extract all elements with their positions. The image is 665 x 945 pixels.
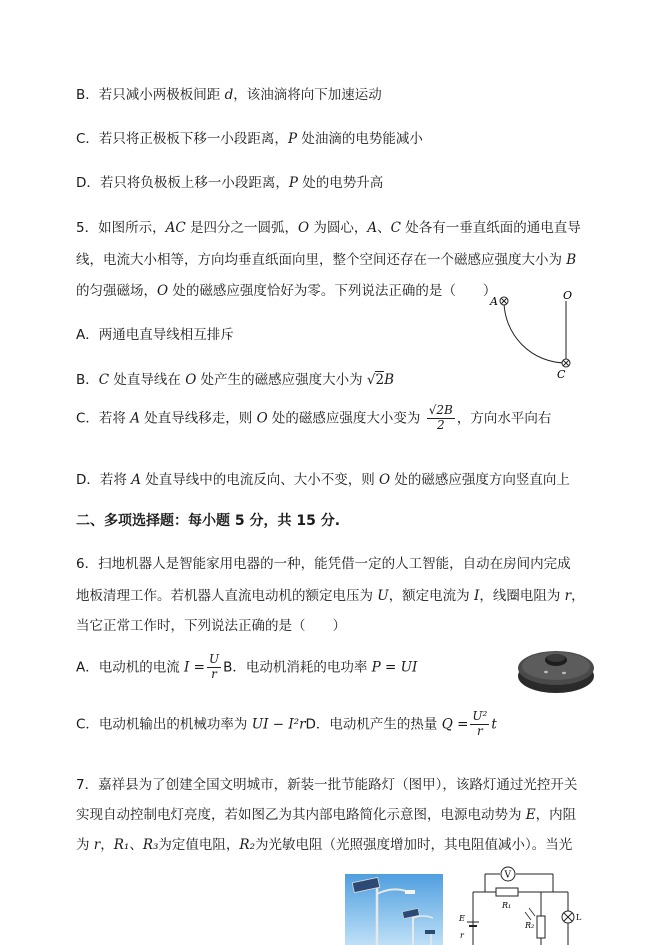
r1-label: R₁ <box>502 901 512 910</box>
r2-label: R₂ <box>525 921 535 930</box>
q5-arc-figure <box>488 288 583 380</box>
fraction-u2-over-r: $\frac{\text{U²}}{r}$ <box>472 709 488 738</box>
fig-label-o: O <box>563 289 573 302</box>
q6-options-ab: A．电动机的电流 I = $\frac{U}{r}$ B．电动机消耗的电功率 P = UI <box>76 652 418 681</box>
voltmeter-label: V <box>504 870 511 881</box>
q5-stem-line-1: 5．如图所示，AC 是四分之一圆弧，O 为圆心，A、C 处各有一垂直纸面的通电直导 <box>76 220 581 236</box>
lamp-label: L <box>576 913 582 922</box>
q6-stem-line-3: 当它正常工作时，下列说法正确的是（ ） <box>76 618 346 634</box>
q6-stem-line-2: 地板清理工作。若机器人直流电动机的额定电压为 U，额定电流为 I，线圈电阻为 r， <box>76 588 585 604</box>
q5-option-b: B．C 处直导线在 O 处产生的磁感应强度大小为 √2B <box>76 372 394 388</box>
section-2-heading: 二、多项选择题：每小题 5 分，共 15 分. <box>76 513 341 529</box>
fig-label-c: C <box>557 368 566 380</box>
q7-stem-line-3: 为 r，R₁、R₃为定值电阻，R₂为光敏电阻（光照强度增加时，其电阻值减小）。当光 <box>76 837 573 853</box>
q5-option-c: C．若将 A 处直导线移走，则 O 处的磁感应强度大小变为 $\frac{√2B}{2}$ ，方向水平向右 <box>76 403 552 432</box>
q7-stem-line-1: 7．嘉祥县为了创建全国文明城市，新装一批节能路灯（图甲），该路灯通过光控开关 <box>76 777 578 793</box>
q5-option-d: D．若将 A 处直导线中的电流反向、大小不变，则 O 处的磁感应强度方向竖直向上 <box>76 472 570 488</box>
q4-option-d: D．若只将负极板上移一小段距离，P 处的电势升高 <box>76 175 384 191</box>
emf-label: E <box>459 914 465 923</box>
q6-options-cd: C．电动机输出的机械功率为 UI − I²rD．电动机产生的热量 Q = $\frac{\text{U²}}{r}$ t <box>76 709 497 738</box>
q5-stem-line-3: 的匀强磁场，O 处的磁感应强度恰好为零。下列说法正确的是（ ） <box>76 283 497 299</box>
fig-label-a: A <box>490 295 498 308</box>
q5-option-a: A．两通电直导线相互排斥 <box>76 327 234 343</box>
street-lamp-photo <box>345 874 443 945</box>
fraction-u-over-r: $\frac{U}{r}$ <box>208 652 220 681</box>
q5-stem-line-2: 线，电流大小相等，方向均垂直纸面向里，整个空间还存在一个磁感应强度大小为 B <box>76 252 577 268</box>
q7-stem-line-2: 实现自动控制电灯亮度，若如图乙为其内部电路简化示意图，电源电动势为 E，内阻 <box>76 807 577 823</box>
q4-option-c: C．若只将正极板下移一小段距离，P 处油滴的电势能减小 <box>76 131 423 147</box>
q6-stem-line-1: 6．扫地机器人是智能家用电器的一种，能凭借一定的人工智能，自动在房间内完成 <box>76 556 571 572</box>
internal-resistance-label: r <box>460 931 464 940</box>
robot-vacuum-image <box>516 638 596 698</box>
fraction-sqrt2b-over-2: $\frac{√2B}{2}$ <box>428 403 453 432</box>
q4-option-b: B．若只减小两极板间距 d，该油滴将向下加速运动 <box>76 87 382 103</box>
sqrt-2: √2 <box>366 372 385 388</box>
circuit-diagram <box>455 860 585 945</box>
